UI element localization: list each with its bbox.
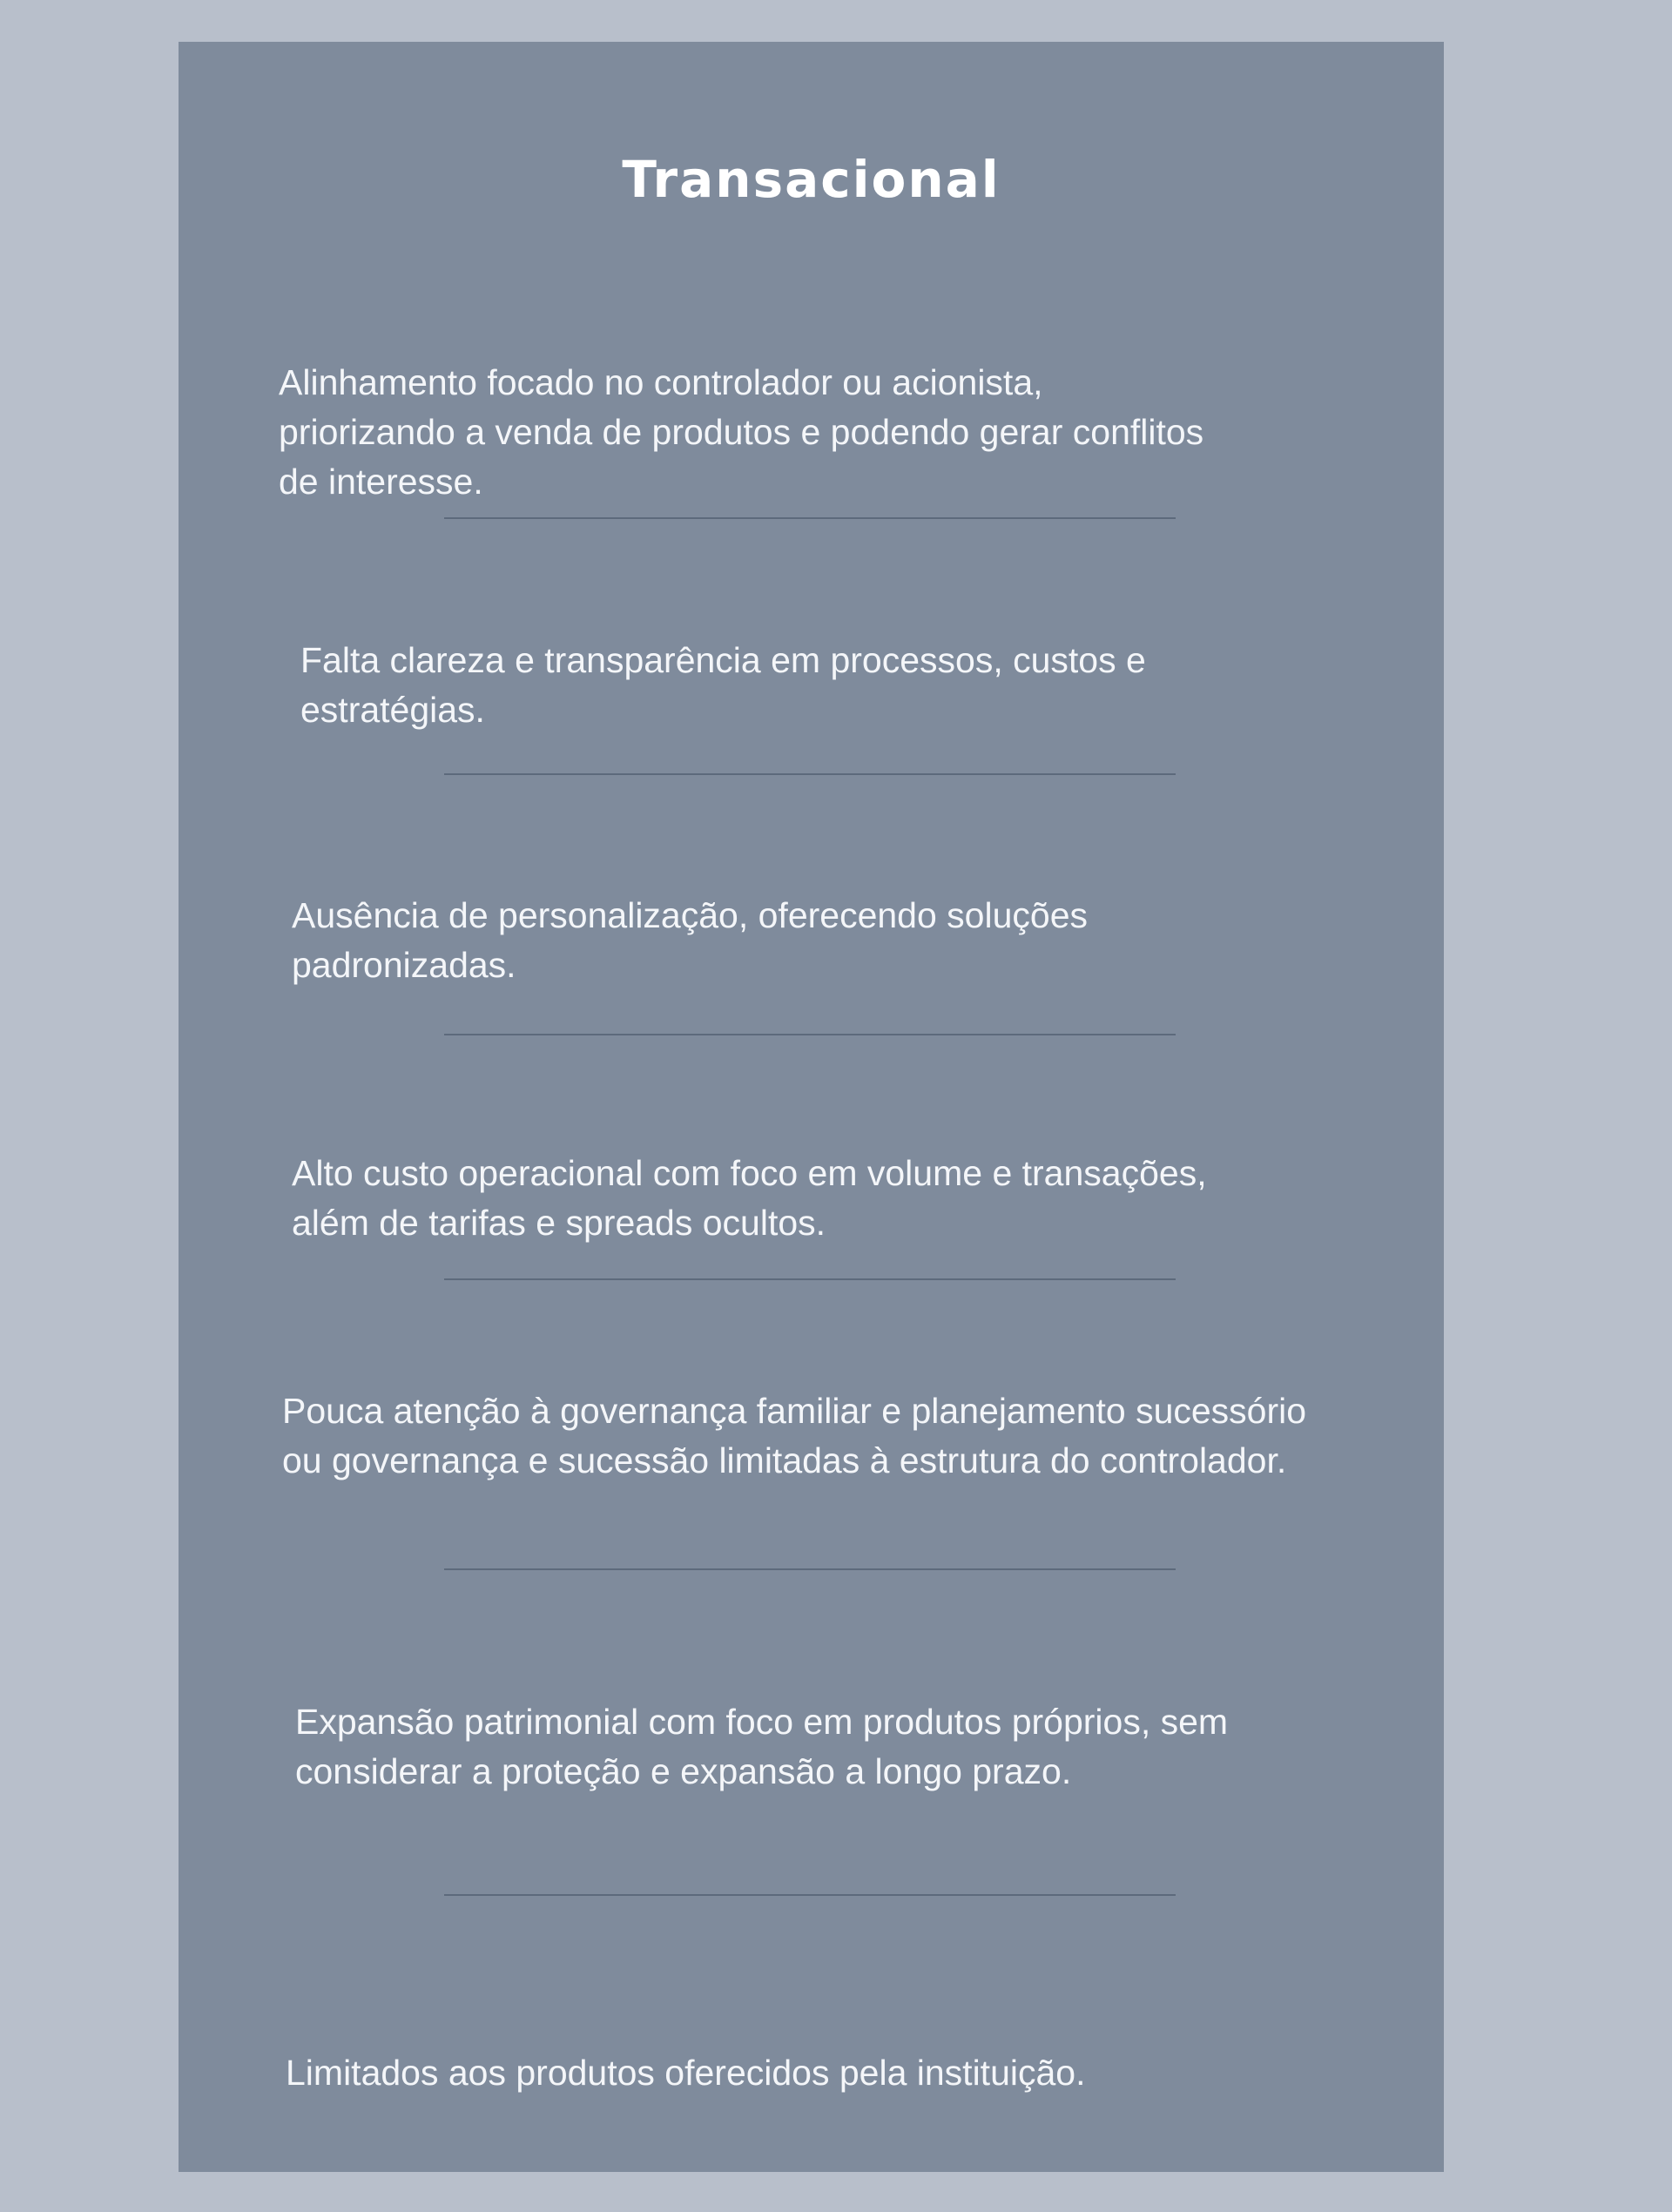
list-item-operational-cost: Alto custo operacional com foco em volume e transações, além de tarifas e spreads ocultos. (292, 1153, 1207, 1243)
divider (444, 1278, 1176, 1280)
transactional-card (179, 42, 1444, 2172)
divider (444, 517, 1176, 519)
list-item-governance: Pouca atenção à governança familiar e planejamento sucessório ou governança e sucessão limitadas à estrutura do controlador. (282, 1391, 1307, 1480)
list-item-transparency: Falta clareza e transparência em processos, custos e estratégias. (300, 640, 1146, 730)
divider (444, 1568, 1176, 1570)
divider (444, 773, 1176, 775)
card-title: Transacional (622, 150, 1001, 209)
list-item-expansion: Expansão patrimonial com foco em produtos próprios, sem considerar a proteção e expansão a longo prazo. (295, 1702, 1229, 1791)
list-item-personalization: Ausência de personalização, oferecendo soluções padronizadas. (292, 895, 1088, 985)
list-item-alignment: Alinhamento focado no controlador ou acionista, priorizando a venda de produtos e podendo gerar conflitos de interesse. (279, 362, 1204, 502)
divider (444, 1894, 1176, 1896)
divider (444, 1034, 1176, 1035)
list-item-limited-products: Limitados aos produtos oferecidos pela instituição. (286, 2053, 1086, 2093)
